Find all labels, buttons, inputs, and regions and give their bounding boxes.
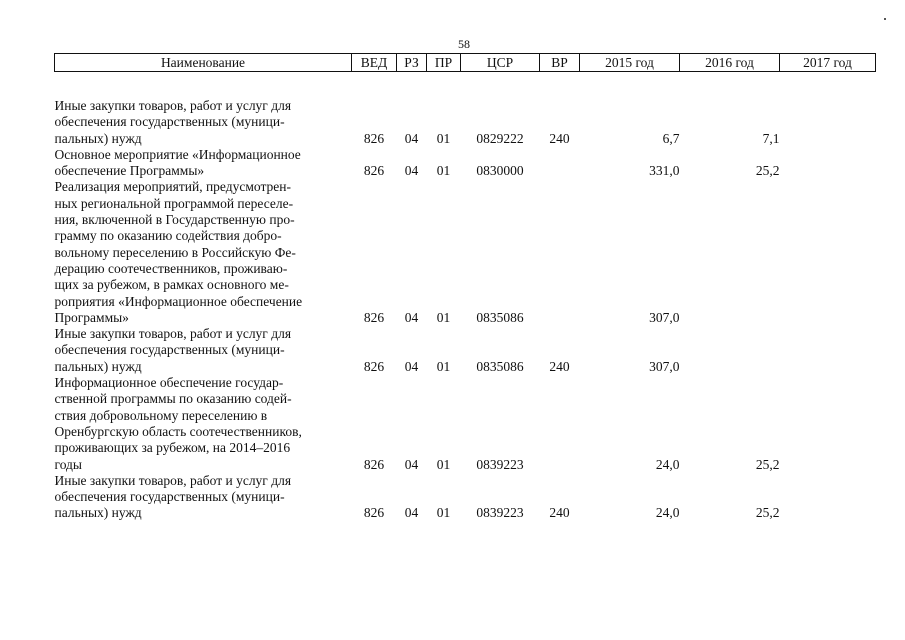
row-pr: 01 xyxy=(436,163,451,179)
row-2017 xyxy=(780,72,876,147)
row-2015: 307,0 xyxy=(649,358,680,374)
row-2017 xyxy=(780,473,876,522)
row-name xyxy=(55,375,352,473)
row-name-text: Иные закупки товаров, работ и услуг для обеспечения государственных (муници- пальных) нужд xyxy=(54,326,292,374)
row-rz: 04 xyxy=(404,309,419,325)
budget-table xyxy=(54,53,876,522)
row-ved: 826 xyxy=(363,163,385,179)
header-csr: ЦСР xyxy=(461,54,540,72)
row-2016: 25,2 xyxy=(755,505,780,521)
row-name xyxy=(55,179,352,326)
header-2016: 2016 год xyxy=(680,54,780,72)
row-rz: 04 xyxy=(404,456,419,472)
row-2015: 307,0 xyxy=(649,309,680,325)
row-name xyxy=(55,326,352,375)
table-row xyxy=(55,473,876,522)
row-pr: 01 xyxy=(436,358,451,374)
row-vr: 240 xyxy=(549,358,570,374)
header-ved: ВЕД xyxy=(352,54,397,72)
row-pr: 01 xyxy=(436,456,451,472)
row-rz: 04 xyxy=(404,163,419,179)
row-2016: 7,1 xyxy=(762,130,780,146)
row-ved: 826 xyxy=(363,309,385,325)
row-csr: 0839223 xyxy=(476,505,524,521)
row-2015: 24,0 xyxy=(655,505,680,521)
table-row xyxy=(55,72,876,147)
table-header-row xyxy=(55,54,876,72)
row-name-text: Иные закупки товаров, работ и услуг для обеспечения государственных (муници- пальных) нужд xyxy=(54,98,292,146)
row-csr: 0829222 xyxy=(476,130,524,146)
scan-speck xyxy=(884,18,886,20)
row-vr: 240 xyxy=(549,130,570,146)
row-2016 xyxy=(680,179,780,326)
row-ved: 826 xyxy=(363,456,385,472)
row-name-text: Информационное обеспечение государ- ственной программы по оказанию содей- ствия добровольному переселению в Оренбургскую область соотечественников, проживающих за рубежом, на 2014–2016 годы xyxy=(54,375,302,472)
row-csr: 0830000 xyxy=(476,163,524,179)
row-2017 xyxy=(780,375,876,473)
row-2017 xyxy=(780,179,876,326)
row-2015: 24,0 xyxy=(655,456,680,472)
row-pr: 01 xyxy=(436,505,451,521)
row-name-text: Реализация мероприятий, предусмотрен- ных региональной программой переселе- ния, включенной в Государственную про- грамму по оказанию содействия добро- вольному переселению в Российскую Фе- дерацию соотечественников, проживаю- щих за рубежом, в рамках основного ме- роприятия «Информационное обеспечение Программы» xyxy=(54,179,303,325)
row-ved: 826 xyxy=(363,505,385,521)
row-csr: 0839223 xyxy=(476,456,524,472)
row-name xyxy=(55,473,352,522)
row-2016 xyxy=(680,326,780,375)
row-pr: 01 xyxy=(436,309,451,325)
row-name xyxy=(55,147,352,180)
row-pr: 01 xyxy=(436,130,451,146)
row-csr: 0835086 xyxy=(476,309,524,325)
table-row xyxy=(55,147,876,180)
row-vr: 240 xyxy=(549,505,570,521)
row-2017 xyxy=(780,326,876,375)
table-row xyxy=(55,326,876,375)
header-name: Наименование xyxy=(55,54,352,72)
row-2015: 331,0 xyxy=(649,163,680,179)
row-vr xyxy=(540,179,580,326)
row-vr xyxy=(540,375,580,473)
row-rz: 04 xyxy=(404,358,419,374)
row-2016: 25,2 xyxy=(755,456,780,472)
row-name xyxy=(55,72,352,147)
row-vr xyxy=(540,147,580,180)
row-ved: 826 xyxy=(363,130,385,146)
row-name-text: Иные закупки товаров, работ и услуг для обеспечения государственных (муници- пальных) нужд xyxy=(54,472,292,521)
row-2017 xyxy=(780,147,876,180)
header-2017: 2017 год xyxy=(780,54,876,72)
row-ved: 826 xyxy=(363,358,385,374)
header-rz: РЗ xyxy=(397,54,427,72)
table-row xyxy=(55,179,876,326)
header-vr: ВР xyxy=(540,54,580,72)
row-rz: 04 xyxy=(404,130,419,146)
row-csr: 0835086 xyxy=(476,358,524,374)
row-rz: 04 xyxy=(404,505,419,521)
row-2015: 6,7 xyxy=(662,130,680,146)
table-row xyxy=(55,375,876,473)
header-pr: ПР xyxy=(427,54,461,72)
header-2015: 2015 год xyxy=(580,54,680,72)
row-2016: 25,2 xyxy=(755,163,780,179)
page-number: 58 xyxy=(458,37,470,51)
row-name-text: Основное мероприятие «Информационное обеспечение Программы» xyxy=(54,146,301,179)
